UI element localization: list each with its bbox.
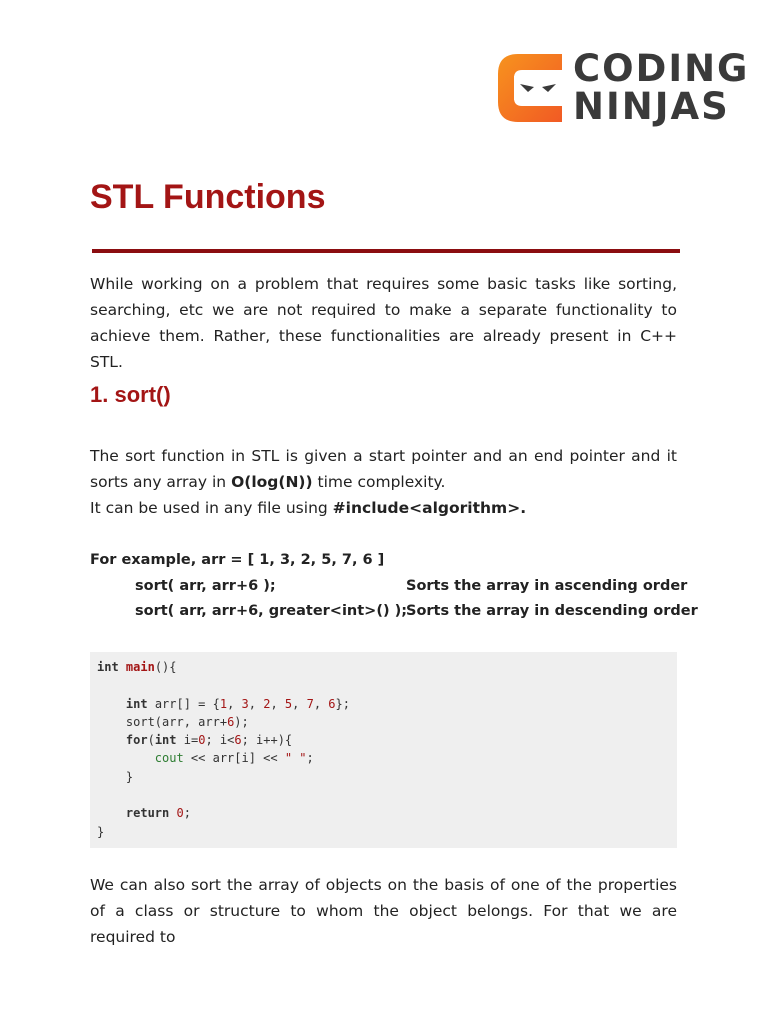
code-token: ; i++){ (241, 733, 293, 748)
intro-paragraph: While working on a problem that requires some basic tasks like sorting, searching, etc we are not required to make a separate functionality to achieve them. Rather, these functionalities are already present in C++ STL. (90, 275, 677, 371)
code-token: } (97, 824, 105, 839)
sort-complexity: O(log(N)) (231, 473, 313, 491)
code-token: } (125, 769, 134, 784)
example-block (90, 548, 698, 625)
code-token: i= (176, 733, 199, 748)
logo-line-2: NINJAS (573, 85, 730, 128)
code-token: cout (154, 751, 184, 766)
example-call: sort( arr, arr+6 ); (135, 577, 276, 594)
code-token: 0 (198, 733, 206, 748)
page-title: STL Functions (90, 178, 326, 216)
example-call: sort( arr, arr+6, greater<int>() ); (135, 603, 408, 619)
example-row (90, 574, 688, 600)
include-directive: #include<algorithm>. (332, 499, 527, 517)
code-token: arr[] = { (147, 696, 220, 711)
code-token: ( (147, 733, 155, 748)
section-heading-sort: 1. sort() (90, 382, 171, 407)
code-token: 0 (176, 806, 184, 821)
usage-text: It can be used in any file using (90, 499, 333, 517)
code-token: 6 (234, 733, 242, 748)
sort-description (90, 443, 677, 521)
code-token: 3 (241, 696, 249, 711)
code-token: ); (234, 714, 249, 729)
code-token: 5 (284, 696, 293, 711)
code-token: }; (335, 696, 350, 711)
code-token: " " (284, 751, 307, 766)
code-token: return (125, 806, 170, 821)
sort-desc-text-2: time complexity. (312, 473, 446, 491)
ninja-logo-icon (498, 54, 562, 122)
code-token: (){ (154, 660, 177, 674)
code-token: 1 (219, 696, 228, 711)
code-token: sort(arr, arr+ (125, 714, 228, 729)
code-token: int (97, 660, 119, 674)
coding-ninjas-logo (498, 47, 750, 132)
code-token: ; (306, 751, 314, 766)
example-row (90, 599, 698, 625)
logo-line-1: CODING (573, 47, 750, 90)
example-description: Sorts the array in ascending order (406, 577, 688, 594)
code-token: ; i< (205, 733, 235, 748)
code-token: << arr[i] << (183, 751, 285, 766)
code-token: int (125, 696, 148, 711)
code-token: ; (183, 806, 191, 821)
code-token: 6 (328, 696, 336, 711)
logo-wordmark (573, 47, 750, 128)
sort-desc-text: The sort function in STL is given a start pointer and an end pointer and it sorts any array in (90, 447, 677, 491)
code-block: int main(){ int arr[] = {1, 3, 2, 5, 7, 6}; sort(arr, arr+6); for(int i=0; i<6; i++){ cout << arr[i] << " "; } return 0; } (90, 652, 677, 848)
title-divider (92, 249, 680, 253)
example-description: Sorts the array in descending order (406, 603, 698, 619)
example-heading: For example, arr = [ 1, 3, 2, 5, 7, 6 ] (90, 552, 385, 568)
closing-paragraph: We can also sort the array of objects on the basis of one of the properties of a class or structure to whom the object belongs. For that we are required to (90, 876, 677, 946)
code-token: int (154, 733, 177, 748)
code-token: main (125, 660, 155, 674)
code-token: 7 (306, 696, 314, 711)
code-token: 6 (227, 714, 235, 729)
code-token: for (125, 733, 148, 748)
code-token: 2 (263, 696, 271, 711)
